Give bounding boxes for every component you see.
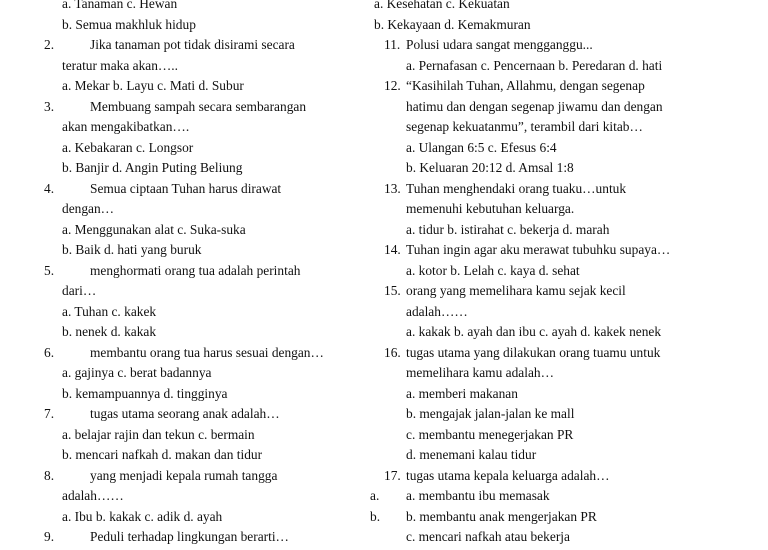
answer-options: a. Mekar b. Layu c. Mati d. Subur <box>62 78 244 93</box>
question-number: 4. <box>44 180 55 196</box>
question-text: Tuhan ingin agar aku merawat tubuhku supaya… <box>406 242 671 257</box>
answer-options: b. Kekayaan d. Kemakmuran <box>374 16 531 32</box>
question-number: 8. <box>44 467 55 483</box>
answer-options: segenap kekuatanmu”, terambil dari kitab… <box>406 119 643 134</box>
question-number: 11. <box>384 37 401 52</box>
question-line <box>44 179 366 200</box>
answer-option: a. membantu ibu memasak <box>406 488 550 503</box>
question-text-continued: dengan… <box>62 201 115 216</box>
question-number: 16. <box>384 344 401 360</box>
question-line <box>44 466 366 487</box>
question-line <box>368 343 758 364</box>
question-text-continued: dari… <box>62 283 97 298</box>
question-number: 12. <box>384 78 401 93</box>
question-text: tugas utama kepala keluarga adalah… <box>406 467 610 483</box>
answer-options: b. Semua makhluk hidup <box>62 16 196 32</box>
answer-options: memenuhi kebutuhan keluarga. <box>406 201 575 216</box>
answer-options: c. membantu menegerjakan PR <box>406 426 574 442</box>
question-text: membantu orang tua harus sesuai dengan… <box>90 344 324 360</box>
question-text-continued: teratur maka akan….. <box>62 57 178 73</box>
option-marker: b. <box>370 508 381 524</box>
answer-option: b. membantu anak mengerjakan PR <box>406 508 597 524</box>
question-line <box>44 97 366 118</box>
answer-options: c. mencari nafkah atau bekerja <box>406 529 570 544</box>
question-text-continued: akan mengakibatkan…. <box>62 119 190 134</box>
question-number: 15. <box>384 283 401 298</box>
answer-options: adalah…… <box>406 303 468 319</box>
answer-option-line <box>368 507 758 528</box>
question-text: menghormati orang tua adalah perintah <box>90 262 301 278</box>
question-number: 9. <box>44 529 55 544</box>
question-number: 5. <box>44 262 55 278</box>
question-line <box>44 261 366 282</box>
question-line <box>44 35 366 56</box>
answer-options: b. nenek d. kakak <box>62 324 157 339</box>
question-number: 13. <box>384 180 401 196</box>
answer-options: a. tidur b. istirahat c. bekerja d. marah <box>406 221 610 237</box>
answer-options: a. Kebakaran c. Longsor <box>62 139 194 155</box>
question-line <box>368 281 758 302</box>
question-number: 3. <box>44 98 55 114</box>
answer-options: a. Tuhan c. kakek <box>62 303 157 319</box>
left-column <box>44 0 366 548</box>
question-text: “Kasihilah Tuhan, Allahmu, dengan segenap <box>406 78 645 93</box>
question-line <box>368 466 758 487</box>
answer-options: b. Banjir d. Angin Puting Beliung <box>62 160 243 175</box>
question-text: Peduli terhadap lingkungan berarti… <box>90 529 289 544</box>
answer-options: b. Baik d. hati yang buruk <box>62 242 202 257</box>
answer-option-line <box>368 486 758 507</box>
answer-options: a. kotor b. Lelah c. kaya d. sehat <box>406 262 580 278</box>
question-text: yang menjadi kepala rumah tangga <box>90 467 278 483</box>
question-number: 6. <box>44 344 55 360</box>
question-line <box>368 179 758 200</box>
answer-options: a. Menggunakan alat c. Suka-suka <box>62 221 246 237</box>
question-text: tugas utama seorang anak adalah… <box>90 406 280 421</box>
answer-options: a. kakak b. ayah dan ibu c. ayah d. kakek nenek <box>406 324 662 339</box>
question-line <box>368 76 758 97</box>
question-line <box>368 240 758 261</box>
answer-options: b. kemampuannya d. tingginya <box>62 385 228 401</box>
question-text: Jika tanaman pot tidak disirami secara <box>90 37 295 52</box>
right-column <box>368 0 758 548</box>
question-number: 14. <box>384 242 401 257</box>
answer-options: a. Kesehatan c. Kekuatan <box>374 0 510 11</box>
question-line <box>368 35 758 56</box>
answer-options: hatimu dan dengan segenap jiwamu dan dengan <box>406 98 663 114</box>
answer-options: a. Ibu b. kakak c. adik d. ayah <box>62 508 223 524</box>
question-line <box>44 527 366 548</box>
question-text: Semua ciptaan Tuhan harus dirawat <box>90 180 282 196</box>
question-text: tugas utama yang dilakukan orang tuamu untuk <box>406 344 661 360</box>
answer-options: b. mencari nafkah d. makan dan tidur <box>62 447 263 462</box>
answer-options: b. mengajak jalan-jalan ke mall <box>406 406 575 421</box>
answer-options: memelihara kamu adalah… <box>406 365 554 380</box>
question-text: orang yang memelihara kamu sejak kecil <box>406 283 626 298</box>
question-line <box>44 343 366 364</box>
answer-options: b. Keluaran 20:12 d. Amsal 1:8 <box>406 160 574 175</box>
question-text: Membuang sampah secara sembarangan <box>90 98 307 114</box>
answer-options: d. menemani kalau tidur <box>406 447 537 462</box>
answer-options: a. memberi makanan <box>406 385 518 401</box>
question-number: 17. <box>384 467 401 483</box>
question-text: Tuhan menghendaki orang tuaku…untuk <box>406 180 627 196</box>
answer-options: a. Ulangan 6:5 c. Efesus 6:4 <box>406 139 557 155</box>
answer-options: a. Tanaman c. Hewan <box>62 0 178 11</box>
option-marker: a. <box>370 488 380 503</box>
question-text: Polusi udara sangat mengganggu... <box>406 37 593 52</box>
question-text-continued: adalah…… <box>62 488 124 503</box>
answer-options: a. Pernafasan c. Pencernaan b. Peredaran d. hati <box>406 57 663 73</box>
answer-options: a. gajinya c. berat badannya <box>62 365 212 380</box>
question-number: 2. <box>44 37 55 52</box>
answer-options: a. belajar rajin dan tekun c. bermain <box>62 426 255 442</box>
question-number: 7. <box>44 406 55 421</box>
question-line <box>44 404 366 425</box>
